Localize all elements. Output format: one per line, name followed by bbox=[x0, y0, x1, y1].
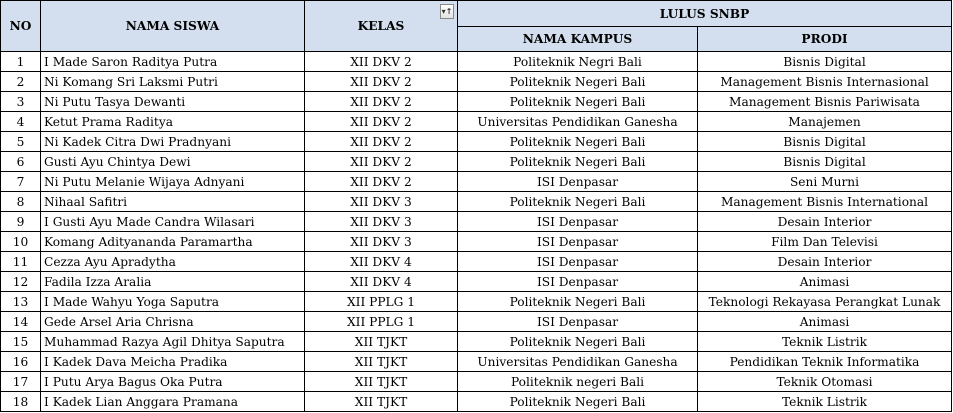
cell-prodi[interactable]: Desain Interior bbox=[698, 252, 952, 272]
cell-kelas[interactable]: XII PPLG 1 bbox=[305, 292, 458, 312]
cell-nama-kampus[interactable]: Politeknik Negri Bali bbox=[458, 52, 698, 72]
cell-prodi[interactable]: Bisnis Digital bbox=[698, 132, 952, 152]
cell-no[interactable]: 9 bbox=[1, 212, 41, 232]
cell-nama-siswa[interactable]: Gusti Ayu Chintya Dewi bbox=[41, 152, 305, 172]
cell-prodi[interactable]: Film Dan Televisi bbox=[698, 232, 952, 252]
table-row bbox=[1, 232, 952, 252]
table-row bbox=[1, 392, 952, 412]
cell-kelas[interactable]: XII DKV 2 bbox=[305, 172, 458, 192]
cell-kelas[interactable]: XII TJKT bbox=[305, 392, 458, 412]
table-row bbox=[1, 332, 952, 352]
cell-nama-kampus[interactable]: ISI Denpasar bbox=[458, 272, 698, 292]
cell-nama-siswa[interactable]: Ni Kadek Citra Dwi Pradnyani bbox=[41, 132, 305, 152]
cell-nama-kampus[interactable]: ISI Denpasar bbox=[458, 232, 698, 252]
cell-no[interactable]: 13 bbox=[1, 292, 41, 312]
cell-nama-kampus[interactable]: Politeknik Negeri Bali bbox=[458, 192, 698, 212]
cell-kelas[interactable]: XII TJKT bbox=[305, 372, 458, 392]
table-row bbox=[1, 272, 952, 292]
cell-no[interactable]: 10 bbox=[1, 232, 41, 252]
header-kelas bbox=[305, 1, 458, 52]
cell-no[interactable]: 3 bbox=[1, 92, 41, 112]
header-nama-kampus: NAMA KAMPUS bbox=[458, 27, 698, 52]
cell-no[interactable]: 5 bbox=[1, 132, 41, 152]
cell-nama-kampus[interactable]: ISI Denpasar bbox=[458, 252, 698, 272]
sort-filter-icon[interactable]: ▾↑ bbox=[440, 4, 454, 19]
cell-kelas[interactable]: XII DKV 4 bbox=[305, 272, 458, 292]
cell-prodi[interactable]: Management Bisnis International bbox=[698, 192, 952, 212]
cell-prodi[interactable]: Management Bisnis Internasional bbox=[698, 72, 952, 92]
cell-nama-siswa[interactable]: I Gusti Ayu Made Candra Wilasari bbox=[41, 212, 305, 232]
cell-kelas[interactable]: XII DKV 2 bbox=[305, 132, 458, 152]
table-row bbox=[1, 192, 952, 212]
table-body bbox=[1, 52, 952, 412]
cell-nama-kampus[interactable]: ISI Denpasar bbox=[458, 212, 698, 232]
table-row bbox=[1, 52, 952, 72]
cell-prodi[interactable]: Manajemen bbox=[698, 112, 952, 132]
cell-no[interactable]: 4 bbox=[1, 112, 41, 132]
cell-prodi[interactable]: Teknik Listrik bbox=[698, 392, 952, 412]
table-row bbox=[1, 132, 952, 152]
cell-prodi[interactable]: Bisnis Digital bbox=[698, 152, 952, 172]
table-row bbox=[1, 172, 952, 192]
cell-prodi[interactable]: Desain Interior bbox=[698, 212, 952, 232]
cell-nama-siswa[interactable]: Fadila Izza Aralia bbox=[41, 272, 305, 292]
cell-nama-kampus[interactable]: ISI Denpasar bbox=[458, 172, 698, 192]
cell-prodi[interactable]: Teknik Listrik bbox=[698, 332, 952, 352]
cell-kelas[interactable]: XII TJKT bbox=[305, 332, 458, 352]
cell-no[interactable]: 15 bbox=[1, 332, 41, 352]
cell-nama-kampus[interactable]: Politeknik negeri Bali bbox=[458, 372, 698, 392]
header-kelas-label: KELAS bbox=[357, 19, 405, 33]
table-row bbox=[1, 152, 952, 172]
cell-nama-siswa[interactable]: Ni Putu Melanie Wijaya Adnyani bbox=[41, 172, 305, 192]
cell-kelas[interactable]: XII DKV 2 bbox=[305, 52, 458, 72]
cell-no[interactable]: 6 bbox=[1, 152, 41, 172]
cell-nama-siswa[interactable]: Komang Adityananda Paramartha bbox=[41, 232, 305, 252]
cell-no[interactable]: 8 bbox=[1, 192, 41, 212]
table-row bbox=[1, 112, 952, 132]
cell-no[interactable]: 17 bbox=[1, 372, 41, 392]
cell-nama-siswa[interactable]: Gede Arsel Aria Chrisna bbox=[41, 312, 305, 332]
header-lulus-snbp: LULUS SNBP bbox=[458, 1, 952, 27]
cell-nama-siswa[interactable]: Muhammad Razya Agil Dhitya Saputra bbox=[41, 332, 305, 352]
cell-nama-kampus[interactable]: Politeknik Negeri Bali bbox=[458, 72, 698, 92]
cell-kelas[interactable]: XII DKV 3 bbox=[305, 232, 458, 252]
cell-nama-siswa[interactable]: I Kadek Lian Anggara Pramana bbox=[41, 392, 305, 412]
cell-nama-siswa[interactable]: Cezza Ayu Apradytha bbox=[41, 252, 305, 272]
cell-nama-siswa[interactable]: Ketut Prama Raditya bbox=[41, 112, 305, 132]
table-row bbox=[1, 292, 952, 312]
cell-prodi[interactable]: Teknologi Rekayasa Perangkat Lunak bbox=[698, 292, 952, 312]
cell-nama-siswa[interactable]: Ni Komang Sri Laksmi Putri bbox=[41, 72, 305, 92]
cell-nama-kampus[interactable]: Politeknik Negeri Bali bbox=[458, 392, 698, 412]
cell-no[interactable]: 7 bbox=[1, 172, 41, 192]
cell-nama-kampus[interactable]: ISI Denpasar bbox=[458, 312, 698, 332]
table-row bbox=[1, 72, 952, 92]
table-row bbox=[1, 372, 952, 392]
table-row bbox=[1, 352, 952, 372]
cell-no[interactable]: 11 bbox=[1, 252, 41, 272]
cell-nama-siswa[interactable]: I Kadek Dava Meicha Pradika bbox=[41, 352, 305, 372]
cell-prodi[interactable]: Animasi bbox=[698, 312, 952, 332]
cell-no[interactable]: 12 bbox=[1, 272, 41, 292]
cell-nama-kampus[interactable]: Politeknik Negeri Bali bbox=[458, 292, 698, 312]
cell-nama-siswa[interactable]: I Putu Arya Bagus Oka Putra bbox=[41, 372, 305, 392]
cell-nama-kampus[interactable]: Politeknik Negeri Bali bbox=[458, 152, 698, 172]
header-nama-siswa: NAMA SISWA bbox=[41, 1, 305, 52]
header-prodi: PRODI bbox=[698, 27, 952, 52]
cell-prodi[interactable]: Bisnis Digital bbox=[698, 52, 952, 72]
cell-kelas[interactable]: XII DKV 2 bbox=[305, 152, 458, 172]
cell-no[interactable]: 18 bbox=[1, 392, 41, 412]
cell-nama-kampus[interactable]: Politeknik Negeri Bali bbox=[458, 132, 698, 152]
header-no: NO bbox=[1, 1, 41, 52]
cell-prodi[interactable]: Animasi bbox=[698, 272, 952, 292]
cell-prodi[interactable]: Management Bisnis Pariwisata bbox=[698, 92, 952, 112]
cell-nama-siswa[interactable]: I Made Saron Raditya Putra bbox=[41, 52, 305, 72]
cell-nama-siswa[interactable]: Nihaal Safitri bbox=[41, 192, 305, 212]
table-row bbox=[1, 212, 952, 232]
cell-nama-kampus[interactable]: Politeknik Negeri Bali bbox=[458, 92, 698, 112]
cell-kelas[interactable]: XII PPLG 1 bbox=[305, 312, 458, 332]
cell-prodi[interactable]: Pendidikan Teknik Informatika bbox=[698, 352, 952, 372]
cell-kelas[interactable]: XII DKV 2 bbox=[305, 72, 458, 92]
cell-kelas[interactable]: XII DKV 3 bbox=[305, 212, 458, 232]
cell-no[interactable]: 16 bbox=[1, 352, 41, 372]
cell-no[interactable]: 14 bbox=[1, 312, 41, 332]
cell-nama-kampus[interactable]: Universitas Pendidikan Ganesha bbox=[458, 352, 698, 372]
cell-nama-siswa[interactable]: I Made Wahyu Yoga Saputra bbox=[41, 292, 305, 312]
cell-prodi[interactable]: Seni Murni bbox=[698, 172, 952, 192]
cell-kelas[interactable]: XII DKV 2 bbox=[305, 92, 458, 112]
cell-no[interactable]: 1 bbox=[1, 52, 41, 72]
table-row bbox=[1, 252, 952, 272]
cell-no[interactable]: 2 bbox=[1, 72, 41, 92]
cell-kelas[interactable]: XII DKV 4 bbox=[305, 252, 458, 272]
table-row bbox=[1, 312, 952, 332]
cell-nama-siswa[interactable]: Ni Putu Tasya Dewanti bbox=[41, 92, 305, 112]
cell-kelas[interactable]: XII TJKT bbox=[305, 352, 458, 372]
cell-nama-kampus[interactable]: Politeknik Negeri Bali bbox=[458, 332, 698, 352]
cell-prodi[interactable]: Teknik Otomasi bbox=[698, 372, 952, 392]
table-row bbox=[1, 92, 952, 112]
cell-nama-kampus[interactable]: Universitas Pendidikan Ganesha bbox=[458, 112, 698, 132]
cell-kelas[interactable]: XII DKV 3 bbox=[305, 192, 458, 212]
cell-kelas[interactable]: XII DKV 2 bbox=[305, 112, 458, 132]
